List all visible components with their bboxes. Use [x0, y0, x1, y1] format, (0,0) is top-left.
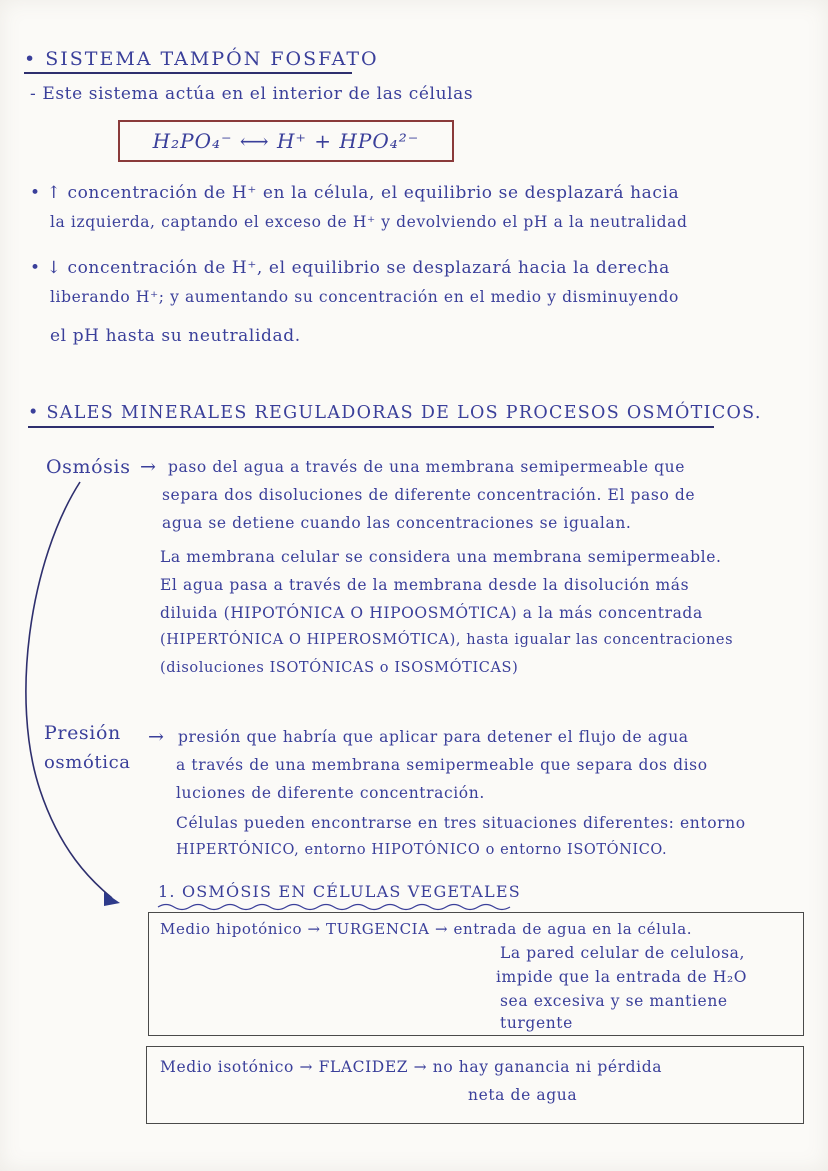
bullet1-line2: la izquierda, captando el exceso de H⁺ y devolviendo el pH a la neutralidad [50, 213, 688, 231]
box2-line2: neta de agua [468, 1086, 578, 1104]
bullet1-line1: • ↑ concentración de H⁺ en la célula, el equilibrio se desplazará hacia [30, 183, 680, 203]
bullet2-line2: liberando H⁺; y aumentando su concentración en el medio y disminuyendo [50, 288, 679, 306]
arrowhead-icon [104, 892, 120, 906]
term-presion: Presión [44, 722, 121, 744]
osmosis-arrow: → [140, 456, 157, 478]
phosphate-equation: H₂PO₄⁻ ⟷ H⁺ + HPO₄²⁻ [152, 129, 420, 153]
section-title-sistema-tampon: • SISTEMA TAMPÓN FOSFATO [24, 48, 379, 70]
presion-p2-line1: Células pueden encontrarse en tres situaciones diferentes: entorno [176, 814, 746, 832]
subheading-wavy-underline [156, 902, 516, 912]
osmosis-line1: paso del agua a través de una membrana semipermeable que [168, 458, 686, 476]
term-osmosis: Osmósis [46, 456, 131, 478]
osmosis-p2-line5: (disoluciones ISOTÓNICAS o ISOSMÓTICAS) [160, 660, 519, 676]
box1-line4: sea excesiva y se mantiene [500, 992, 728, 1010]
presion-arrow: → [148, 726, 165, 748]
box1-line2: La pared celular de celulosa, [500, 944, 746, 962]
presion-line3: luciones de diferente concentración. [176, 784, 485, 802]
osmosis-line3: agua se detiene cuando las concentraciones se igualan. [162, 514, 632, 532]
section-title-sales-minerales: • SALES MINERALES REGULADORAS DE LOS PROCESOS OSMÓTICOS. [28, 403, 762, 423]
osmosis-p2-line1: La membrana celular se considera una membrana semipermeable. [160, 548, 722, 566]
box1-line3: impide que la entrada de H₂O [496, 968, 748, 986]
osmosis-p2-line4: (HIPERTÓNICA O HIPEROSMÓTICA), hasta igualar las concentraciones [160, 632, 734, 648]
box1-line1: Medio hipotónico → TURGENCIA → entrada de agua en la célula. [160, 920, 693, 938]
intro-text: - Este sistema actúa en el interior de las células [30, 84, 474, 104]
box2-line1: Medio isotónico → FLACIDEZ → no hay ganancia ni pérdida [160, 1058, 663, 1076]
box1-line5: turgente [500, 1014, 573, 1032]
subheading-osmosis-vegetales: 1. OSMÓSIS EN CÉLULAS VEGETALES [158, 882, 521, 901]
term-osmotica: osmótica [44, 752, 131, 773]
osmosis-p2-line2: El agua pasa a través de la membrana desde la disolución más [160, 576, 690, 594]
presion-line1: presión que habría que aplicar para detener el flujo de agua [178, 728, 689, 746]
bullet2-line3: el pH hasta su neutralidad. [50, 326, 301, 346]
osmosis-p2-line3: diluida (HIPOTÓNICA O HIPOOSMÓTICA) a la más concentrada [160, 604, 703, 622]
osmosis-line2: separa dos disoluciones de diferente concentración. El paso de [162, 486, 696, 504]
bullet2-line1: • ↓ concentración de H⁺, el equilibrio se desplazará hacia la derecha [30, 258, 670, 278]
presion-p2-line2: HIPERTÓNICO, entorno HIPOTÓNICO o entorno ISOTÓNICO. [176, 842, 668, 858]
presion-line2: a través de una membrana semipermeable que separa dos diso [176, 756, 708, 774]
